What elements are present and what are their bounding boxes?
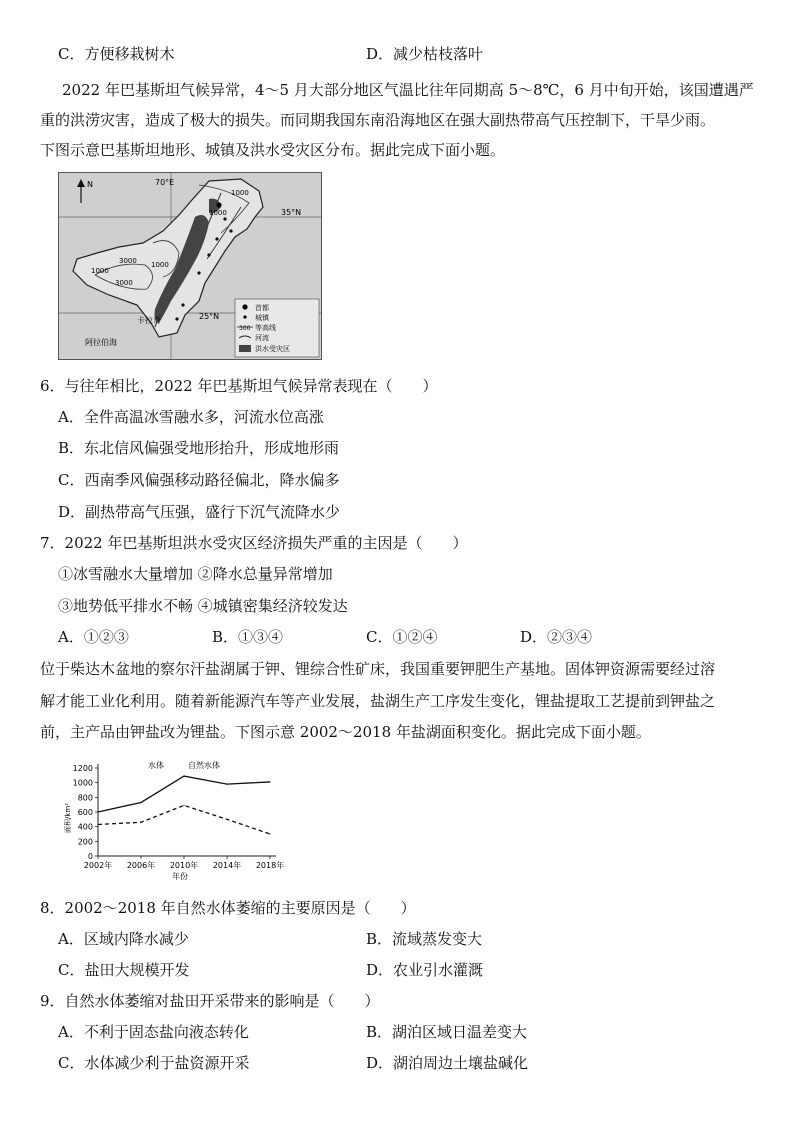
town-dot	[223, 217, 226, 220]
q7-items-1: ①冰雪融水大量增加 ②降水总量异常增加	[58, 565, 333, 583]
q6-option-c: C．西南季风偏强移动路径偏北，降水偏多	[58, 471, 340, 489]
legend-contour-sample: 300	[239, 325, 251, 332]
data-point	[226, 819, 227, 820]
contour-label: 1000	[231, 189, 249, 197]
series-line-water	[98, 805, 270, 834]
data-point	[97, 824, 98, 825]
q9-option-b: B．湖泊区域日温差变大	[366, 1023, 528, 1041]
legend-label-natural-water: 自然水体	[188, 761, 220, 770]
intro2-line1: 位于柴达木盆地的察尔汗盐湖属于钾、锂综合性矿床，我国重要钾肥生产基地。固体钾资源需要经过溶	[40, 660, 716, 678]
intro2-line3: 前，主产品由钾盐改为锂盐。下图示意 2002～2018 年盐湖面积变化。据此完成下面小题。	[40, 723, 651, 741]
q7-option-b: B．①③④	[212, 628, 284, 646]
legend-flood-symbol	[239, 345, 251, 352]
legend-label-water: 水体	[148, 761, 164, 770]
x-tick-label: 2014年	[212, 861, 242, 870]
legend-capital-symbol	[242, 304, 247, 309]
q6-option-d: D．副热带高气压强，盛行下沉气流降水少	[58, 503, 341, 521]
q7-option-a: A．①②③	[58, 628, 129, 646]
series-line-natural-water	[98, 776, 270, 812]
intro1-line2: 重的洪涝灾害，造成了极大的损失。而同期我国东南沿海地区在强大副热带高气压控制下，干旱少雨。	[40, 111, 716, 129]
y-tick-label: 1200	[72, 764, 93, 773]
legend-town-symbol	[243, 315, 246, 318]
y-tick-label: 1000	[72, 778, 93, 788]
north-label: N	[87, 180, 93, 189]
q8-option-a: A．区域内降水减少	[58, 930, 189, 948]
y-tick-label: 400	[77, 822, 93, 832]
contour-label: 3000	[119, 257, 137, 265]
x-tick-label: 2010年	[169, 861, 199, 870]
data-point	[226, 784, 227, 785]
q8-option-b: B．流域蒸发变大	[366, 930, 483, 948]
city-label-karachi: 卡拉奇	[137, 316, 161, 325]
legend-river: 河流	[255, 334, 269, 342]
data-point	[140, 822, 141, 823]
y-axis-label: 面积/km²	[64, 802, 72, 834]
x-tick-label: 2006年	[126, 861, 156, 870]
contour-label: 1000	[91, 267, 109, 275]
q7-option-d: D．②③④	[520, 628, 593, 646]
q7-option-c: C．①②④	[366, 628, 438, 646]
data-point	[269, 781, 270, 782]
contour-label: 1000	[209, 209, 227, 217]
q9-option-c: C．水体减少利于盐资源开采	[58, 1054, 250, 1072]
town-dot	[229, 229, 232, 232]
chart-svg	[58, 758, 290, 882]
q5-option-c: C．方便移栽树木	[58, 45, 175, 63]
pakistan-map-figure	[58, 172, 322, 360]
salt-lake-area-chart	[58, 758, 290, 882]
legend-town: 城镇	[255, 314, 269, 322]
q6-stem: 6．与往年相比，2022 年巴基斯坦气候异常表现在（ ）	[40, 377, 438, 395]
lat-label-north: 35°N	[281, 208, 302, 217]
q9-stem: 9．自然水体萎缩对盐田开采带来的影响是（ ）	[40, 992, 380, 1010]
q8-option-d: D．农业引水灌溉	[366, 961, 484, 979]
q8-option-c: C．盐田大规模开发	[58, 961, 190, 979]
q9-option-d: D．湖泊周边土壤盐碱化	[366, 1054, 529, 1072]
data-point	[183, 775, 184, 776]
data-point	[140, 802, 141, 803]
x-axis-label: 年份	[172, 872, 188, 881]
sea-label: 阿拉伯海	[85, 338, 117, 347]
q6-option-a: A．全件高温冰雪融水多，河流水位高涨	[58, 408, 324, 426]
contour-label: 1000	[151, 261, 169, 269]
data-point	[183, 805, 184, 806]
legend-contour: 等高线	[255, 324, 276, 332]
data-point	[97, 811, 98, 812]
lat-label-south: 25°N	[199, 312, 220, 321]
y-tick-label: 600	[77, 808, 93, 817]
x-tick-label: 2002年	[83, 861, 113, 870]
town-dot	[175, 317, 178, 320]
legend-capital: 首都	[255, 304, 269, 312]
data-point	[269, 833, 270, 834]
contour-label: 3000	[115, 279, 133, 287]
legend-flood: 洪水受灾区	[255, 345, 290, 353]
y-tick-label: 200	[77, 837, 93, 847]
q9-option-a: A．不利于固态盐向液态转化	[58, 1023, 249, 1041]
north-arrow-head	[77, 179, 85, 187]
q5-option-d: D．减少枯枝落叶	[366, 45, 484, 63]
intro1-line3: 下图示意巴基斯坦地形、城镇及洪水受灾区分布。据此完成下面小题。	[40, 141, 506, 159]
q6-option-b: B．东北信风偏强受地形抬升，形成地形雨	[58, 439, 340, 457]
q8-stem: 8．2002～2018 年自然水体萎缩的主要原因是（ ）	[40, 899, 416, 917]
q7-items-2: ③地势低平排水不畅 ④城镇密集经济较发达	[58, 597, 348, 615]
y-tick-label: 800	[77, 793, 93, 803]
town-dot	[215, 237, 218, 240]
pakistan-map	[59, 173, 321, 359]
capital-dot	[216, 202, 221, 207]
town-dot	[207, 253, 210, 256]
x-tick-label: 2018年	[255, 861, 285, 870]
q7-stem: 7．2022 年巴基斯坦洪水受灾区经济损失严重的主因是（ ）	[40, 534, 468, 552]
intro2-line2: 解才能工业化利用。随着新能源汽车等产业发展，盐湖生产工序发生变化，锂盐提取工艺提前到钾盐之	[40, 692, 716, 710]
intro1-line1: 2022 年巴基斯坦气候异常，4～5 月大部分地区气温比往年同期高 5～8℃，6 月中旬开始，该国遭遇严	[62, 81, 754, 99]
town-dot	[181, 303, 184, 306]
lon-label: 70°E	[155, 178, 175, 187]
town-dot	[197, 271, 200, 274]
y-tick-label: 0	[87, 852, 93, 861]
map-legend	[235, 299, 319, 357]
